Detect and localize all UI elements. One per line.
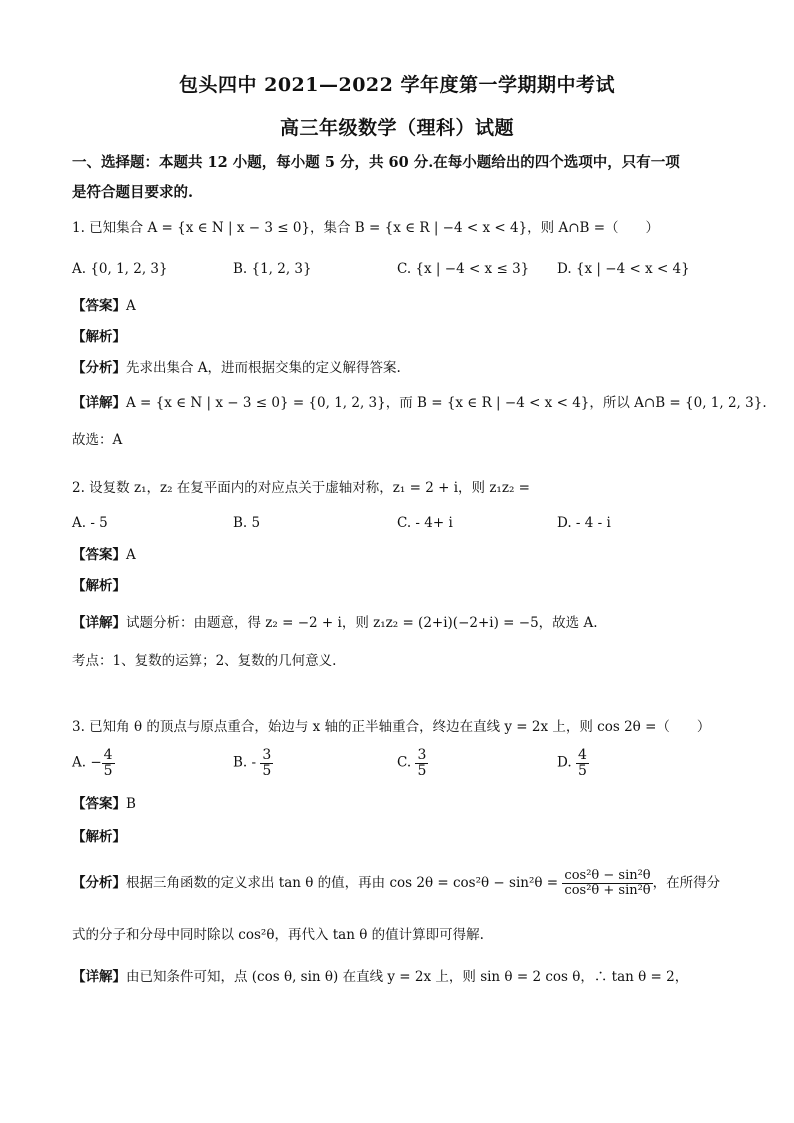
fraction-denominator: 5	[417, 762, 427, 779]
fraction-denominator: 5	[103, 762, 113, 779]
fraction-numerator: cos²θ − sin²θ	[564, 868, 651, 884]
analysis-text-tail: ，在所得分	[652, 875, 721, 891]
fraction-numerator: 3	[262, 747, 272, 763]
q2-detail	[72, 613, 732, 633]
q1-conclusion: 故选：A	[72, 432, 123, 448]
fraction-numerator: 4	[103, 747, 113, 763]
option-label: C.	[397, 754, 412, 771]
q2-option-c: C. - 4+ i	[397, 515, 453, 531]
analysis-text: 先求出集合 A，进而根据交集的定义解得答案.	[126, 360, 401, 376]
option-sign: −	[90, 754, 102, 771]
q3-stem: 3. 已知角 θ 的顶点与原点重合，始边与 x 轴的正半轴重合，终边在直线 y = 2x 上，则 cos 2θ =（ ）	[72, 719, 711, 735]
q2-answer	[72, 545, 732, 565]
q1-answer	[72, 296, 732, 316]
detail-text: 试题分析：由题意，得 z₂ = −2 + i，则 z₁z₂ = (2+i)(−2+i) = −5，故选 A.	[126, 615, 598, 631]
q1-option-b: B. {1, 2, 3}	[233, 261, 312, 277]
answer-label: 【答案】	[72, 547, 126, 563]
q2-kaodian: 考点：1、复数的运算；2、复数的几何意义.	[72, 653, 337, 669]
q2-option-a: A. - 5	[72, 515, 108, 531]
analysis-text: 根据三角函数的定义求出 tan θ 的值，再由 cos 2θ = cos²θ − sin²θ =	[126, 875, 559, 891]
option-fraction	[415, 748, 428, 778]
q1-jiexi-label: 【解析】	[72, 329, 126, 345]
analysis-label: 【分析】	[72, 875, 126, 891]
q3-detail	[72, 967, 732, 987]
q1-option-c: C. {x | −4 < x ≤ 3}	[397, 261, 530, 277]
q3-analysis-continued: 式的分子和分母中同时除以 cos²θ，再代入 tan θ 的值计算即可得解.	[72, 927, 484, 943]
q2-jiexi-label: 【解析】	[72, 578, 126, 594]
fraction-denominator: 5	[262, 762, 272, 779]
q2-stem: 2. 设复数 z₁，z₂ 在复平面内的对应点关于虚轴对称，z₁ = 2 + i，则 z₁z₂ =	[72, 480, 530, 496]
exam-subtitle: 高三年级数学（理科）试题	[279, 117, 514, 139]
option-label: A.	[72, 754, 87, 771]
detail-text: A = {x ∈ N | x − 3 ≤ 0} = {0, 1, 2, 3}，而 B = {x ∈ R | −4 < x < 4}，所以 A∩B = {0, 1, 2, 3}.	[126, 395, 767, 411]
section-heading-line1: 一、选择题：本题共 12 小题，每小题 5 分，共 60 分.在每小题给出的四个选项中，只有一项	[72, 154, 680, 171]
q1-detail	[72, 393, 767, 413]
q2-option-d: D. - 4 - i	[557, 515, 611, 531]
option-sign: -	[251, 754, 257, 771]
q3-jiexi-label: 【解析】	[72, 829, 126, 845]
option-label: D.	[557, 754, 572, 771]
fraction-numerator: 3	[417, 747, 427, 763]
option-fraction	[260, 748, 273, 778]
answer-label: 【答案】	[72, 796, 126, 812]
q1-option-d: D. {x | −4 < x < 4}	[557, 261, 690, 277]
answer-value: A	[126, 547, 136, 563]
exam-title: 包头四中 2021—2022 学年度第一学期期中考试	[179, 74, 615, 96]
detail-label: 【详解】	[72, 395, 126, 411]
analysis-fraction	[562, 869, 652, 897]
q1-option-a: A. {0, 1, 2, 3}	[72, 261, 168, 277]
option-label: B.	[233, 754, 248, 771]
fraction-denominator: cos²θ + sin²θ	[564, 883, 651, 898]
q3-analysis	[72, 866, 732, 900]
fraction-numerator: 4	[577, 747, 587, 763]
detail-text: 由已知条件可知，点 (cos θ, sin θ) 在直线 y = 2x 上，则 sin θ = 2 cos θ，∴ tan θ = 2，	[126, 969, 689, 985]
q1-stem: 1. 已知集合 A = {x ∈ N | x − 3 ≤ 0}，集合 B = {x ∈ R | −4 < x < 4}，则 A∩B =（ ）	[72, 220, 660, 236]
q3-option-c	[397, 748, 428, 778]
answer-label: 【答案】	[72, 298, 126, 314]
option-fraction	[102, 748, 115, 778]
analysis-label: 【分析】	[72, 360, 126, 376]
q3-option-a	[72, 748, 115, 778]
fraction-denominator: 5	[577, 762, 587, 779]
q3-option-b	[233, 748, 273, 778]
q1-analysis	[72, 358, 732, 378]
answer-value: B	[126, 796, 136, 812]
section-heading-line2: 是符合题目要求的.	[72, 184, 194, 201]
q3-option-d	[557, 748, 589, 778]
detail-label: 【详解】	[72, 969, 126, 985]
q3-answer	[72, 794, 732, 814]
q2-option-b: B. 5	[233, 515, 261, 531]
option-fraction	[576, 748, 589, 778]
detail-label: 【详解】	[72, 615, 126, 631]
answer-value: A	[126, 298, 136, 314]
